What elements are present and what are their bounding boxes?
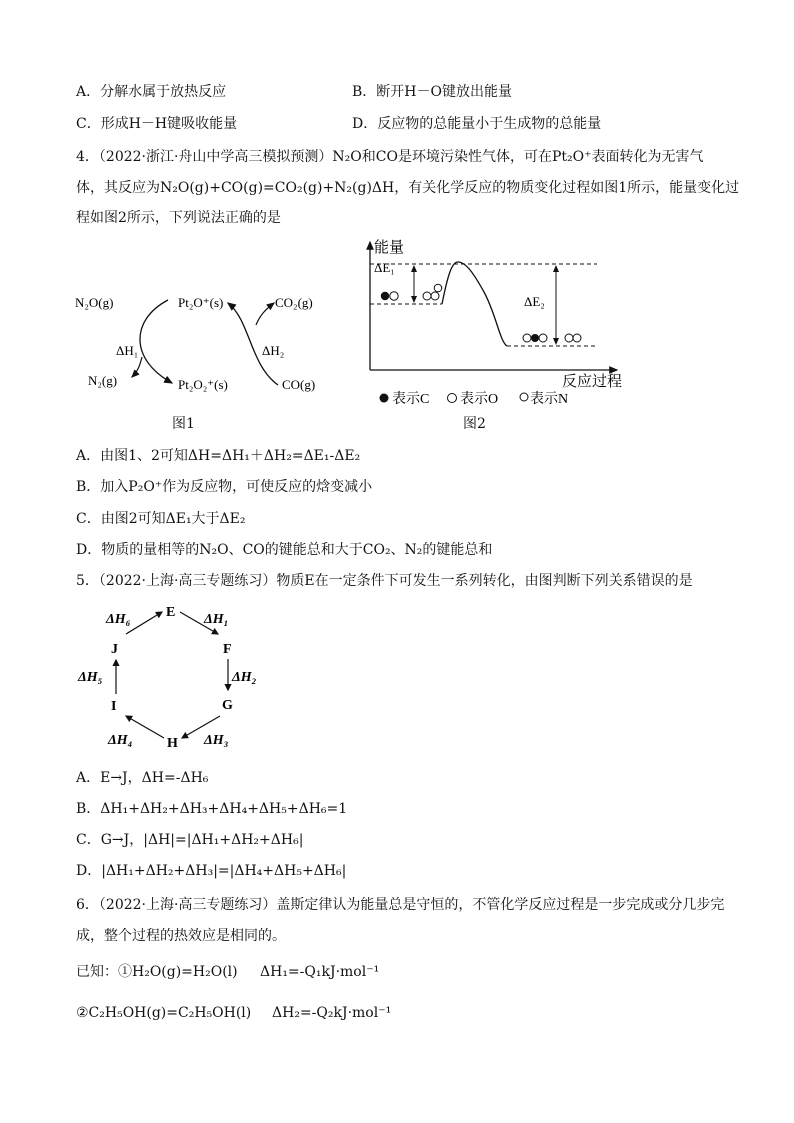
q4-stem-line2: 体，其反应为N₂O(g)+CO(g)=CO₂(g)+N₂(g)ΔH，有关化学反应的物质变化过程如图1所示，能量变化过 — [76, 180, 740, 196]
fig1-n2o-label: N₂O(g) — [75, 295, 114, 310]
fig2-y-label: 能量 — [374, 240, 405, 256]
fig2-o-atom — [523, 334, 531, 342]
q6-stem-line2: 成，整个过程的热效应是相同的。 — [76, 928, 286, 944]
q4-stem-line3: 程如图2所示，下列说法正确的是 — [76, 210, 281, 226]
hex-node-i: I — [111, 699, 117, 714]
q6-known2-equation: ②C₂H₅OH(g)=C₂H₅OH(l) — [76, 1005, 252, 1021]
q3-option-b: B．断开H－O键放出能量 — [352, 84, 512, 100]
fig2-x-label: 反应过程 — [562, 374, 623, 390]
q6-known1-equation: 已知：①H₂O(g)=H₂O(l) — [76, 964, 238, 980]
q4-option-c: C．由图2可知ΔE₁大于ΔE₂ — [76, 511, 246, 527]
q3-option-a: A．分解水属于放热反应 — [76, 84, 227, 100]
hex-dh3-label: ΔH₃ — [204, 733, 229, 748]
q5-hexagon-cycle-diagram — [76, 598, 276, 756]
q3-option-d: D．反应物的总能量小于生成物的总能量 — [352, 116, 602, 132]
fig2-c-atom — [531, 334, 539, 342]
fig2-o-atom — [434, 284, 442, 292]
figure-2-energy-diagram — [362, 234, 652, 409]
fig2-n-atom — [565, 334, 573, 342]
fig1-n2-branch-arrow — [132, 357, 142, 377]
hex-node-h: H — [167, 736, 178, 751]
hex-node-f: F — [223, 642, 232, 657]
fig2-de2-label: ΔE₂ — [524, 294, 545, 309]
hex-dh2-label: ΔH₂ — [232, 670, 257, 685]
fig2-o-atom — [539, 334, 547, 342]
q3-option-c: C．形成H－H键吸收能量 — [76, 116, 238, 132]
q4-option-b: B．加入P₂O⁺作为反应物，可使反应的焓变减小 — [76, 479, 373, 495]
q6-stem-line1: 6．（2022·上海·高三专题练习）盖斯定律认为能量总是守恒的，不管化学反应过程是一步完成或分几步完 — [76, 897, 725, 913]
fig2-energy-curve — [442, 262, 507, 346]
fig2-legend-o-marker — [448, 394, 457, 403]
hex-node-e: E — [166, 605, 176, 620]
fig2-de1-label: ΔE₁ — [374, 260, 395, 275]
fig1-n2-label: N₂(g) — [88, 373, 118, 388]
fig1-dh2-label: ΔH₂ — [262, 343, 285, 358]
fig1-dh1-label: ΔH₁ — [116, 343, 139, 358]
hex-dh4-label: ΔH₄ — [108, 733, 133, 748]
fig2-legend-c-marker — [380, 394, 389, 403]
fig2-legend-n: 表示N — [530, 392, 569, 407]
q5-option-b: B．ΔH₁+ΔH₂+ΔH₃+ΔH₄+ΔH₅+ΔH₆=1 — [76, 801, 348, 817]
fig2-legend-c: 表示C — [392, 392, 430, 407]
q6-known2-dh: ΔH₂=-Q₂kJ·mol⁻¹ — [272, 1005, 392, 1021]
fig2-n-atom — [573, 334, 581, 342]
fig2-o-atom — [390, 292, 398, 300]
fig2-n-atom — [423, 292, 431, 300]
q5-stem: 5．（2022·上海·高三专题练习）物质E在一定条件下可发生一系列转化，由图判断下列关系错误的是 — [76, 573, 693, 589]
fig1-pt2o-label: Pt₂O⁺(s) — [178, 295, 224, 310]
hex-arrow-j-e — [126, 612, 162, 634]
fig1-pt2o2-label: Pt₂O₂⁺(s) — [178, 377, 228, 392]
q5-option-d: D．|ΔH₁+ΔH₂+ΔH₃|=|ΔH₄+ΔH₅+ΔH₆| — [76, 863, 347, 879]
hex-node-g: G — [222, 698, 233, 713]
fig1-left-arc-arrow — [140, 300, 172, 383]
figure-1-cycle-diagram — [70, 285, 340, 400]
q4-option-d: D．物质的量相等的N₂O、CO的键能总和大于CO₂、N₂的键能总和 — [76, 542, 493, 558]
hex-dh6-label: ΔH₆ — [106, 612, 131, 627]
q6-known1-dh: ΔH₁=-Q₁kJ·mol⁻¹ — [260, 964, 380, 980]
fig2-n-atom — [431, 292, 439, 300]
q4-stem-line1: 4．（2022·浙江·舟山中学高三模拟预测）N₂O和CO是环境污染性气体，可在Pt₂O⁺表面转化为无害气 — [76, 149, 704, 165]
hex-dh1-label: ΔH₁ — [204, 612, 229, 627]
fig1-co2-label: CO₂(g) — [275, 295, 313, 310]
fig2-c-atom — [381, 292, 389, 300]
hex-node-j: J — [111, 642, 118, 657]
fig1-co-label: CO(g) — [282, 377, 316, 392]
figure-1-caption: 图1 — [172, 416, 195, 432]
q5-option-c: C．G→J，|ΔH|=|ΔH₁+ΔH₂+ΔH₆| — [76, 832, 304, 848]
figure-2-caption: 图2 — [463, 416, 486, 432]
fig2-legend-o: 表示O — [460, 392, 499, 407]
fig2-legend-n-marker — [520, 393, 528, 401]
q4-option-a: A．由图1、2可知ΔH=ΔH₁＋ΔH₂=ΔE₁-ΔE₂ — [76, 448, 361, 464]
hex-dh5-label: ΔH₅ — [78, 670, 103, 685]
q5-option-a: A．E→J，ΔH=-ΔH₆ — [76, 770, 209, 786]
fig1-co2-branch-arrow — [256, 303, 274, 325]
